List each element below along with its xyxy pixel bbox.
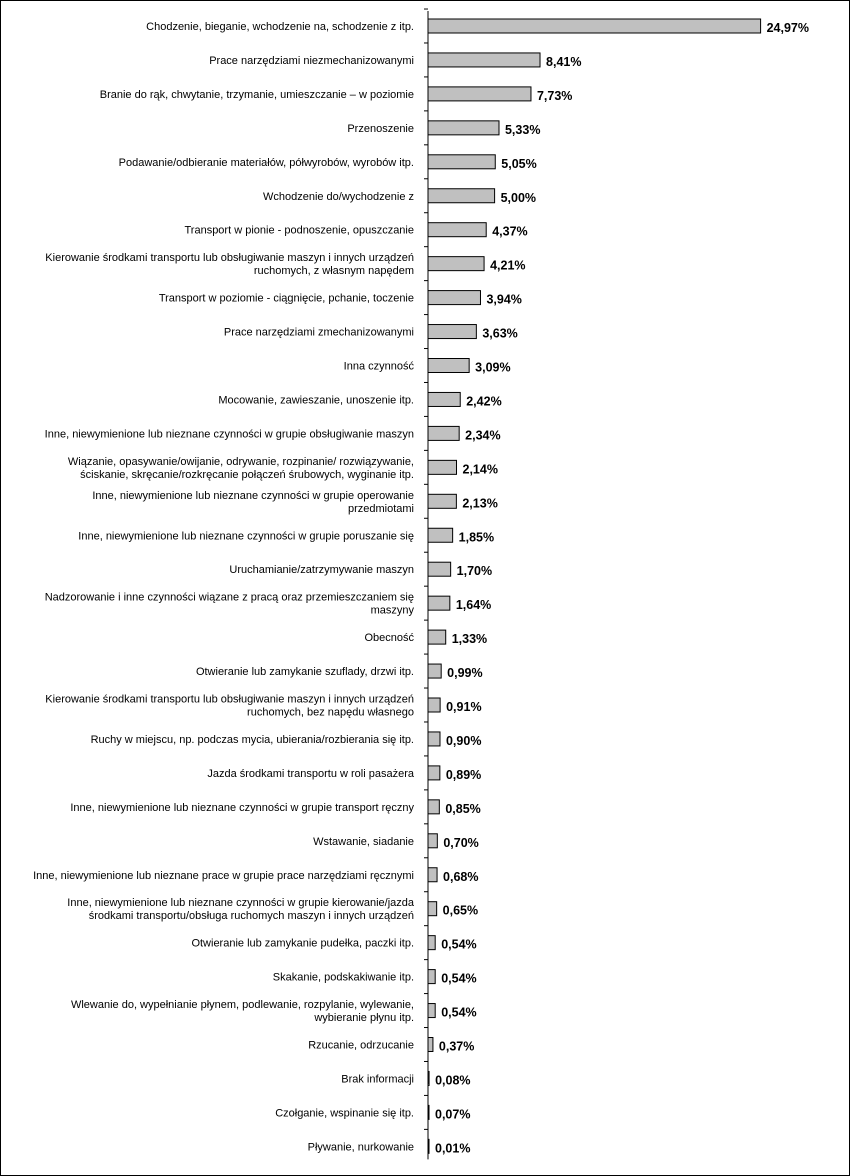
bar (428, 19, 761, 33)
category-label: Inna czynność (343, 360, 414, 373)
category-label: Czołganie, wspinanie się itp. (275, 1107, 414, 1120)
bar (428, 494, 456, 508)
bar (428, 53, 540, 67)
value-label: 5,33% (504, 122, 541, 137)
category-label: Kierowanie środkami transportu lub obsługiwanie maszyn i innych urządzeń ruchomych, bez napędu własnego (45, 693, 414, 719)
bar (428, 630, 446, 644)
value-label: 1,64% (455, 598, 492, 613)
value-label: 24,97% (766, 21, 810, 35)
value-label: 0,85% (445, 801, 481, 816)
category-label: Przenoszenie (347, 122, 414, 135)
category-label: Inne, niewymienione lub nieznane czynności w grupie poruszanie się (78, 530, 414, 543)
bar (428, 766, 440, 780)
value-label: 0,37% (438, 1039, 475, 1054)
value-label: 0,70% (443, 835, 479, 850)
bar (428, 1139, 429, 1153)
category-label: Ruchy w miejscu, np. podczas mycia, ubierania/rozbierania się itp. (90, 733, 414, 746)
bar (428, 392, 460, 406)
category-label: Prace narzędziami zmechanizowanymi (223, 326, 414, 339)
category-label: Nadzorowanie i inne czynności wiązane z pracą oraz przemieszczaniem się maszyny (44, 591, 414, 617)
bar (428, 936, 435, 950)
value-label: 0,07% (435, 1107, 471, 1122)
category-label: Wchodzenie do/wychodzenie z (262, 190, 414, 203)
category-label: Skakanie, podskakiwanie itp. (272, 971, 414, 984)
value-label: 1,85% (458, 530, 495, 545)
category-label: Wlewanie do, wypełnianie płynem, podlewanie, rozpylanie, wylewanie, wybieranie płynu itp. (70, 999, 414, 1025)
value-label: 2,14% (462, 462, 498, 477)
bar (428, 460, 457, 474)
value-label: 8,41% (546, 54, 582, 69)
value-label: 0,01% (435, 1141, 471, 1156)
bar (428, 325, 476, 339)
bar (428, 1071, 429, 1085)
category-label: Inne, niewymienione lub nieznane prace w grupie prace narzędziami ręcznymi (33, 869, 414, 882)
bar (428, 426, 459, 440)
bar (428, 596, 450, 610)
value-label: 2,13% (462, 496, 498, 511)
bar (428, 562, 451, 576)
value-label: 5,00% (500, 190, 537, 205)
value-label: 5,05% (501, 156, 537, 171)
category-label: Transport w pionie - podnoszenie, opuszczanie (184, 224, 414, 237)
category-label: Otwieranie lub zamykanie pudełka, paczki itp. (191, 937, 414, 950)
category-label: Wiązanie, opasywanie/owijanie, odrywanie, rozpinanie/ rozwiązywanie, ściskanie, skręcanie/rozkręcanie połączeń śrubowych, wyginanie itp. (67, 455, 414, 481)
value-label: 4,21% (490, 258, 526, 273)
bar (428, 291, 480, 305)
bar (428, 902, 437, 916)
value-label: 1,70% (456, 564, 493, 579)
value-label: 3,63% (482, 326, 518, 341)
category-label: Mocowanie, zawieszanie, unoszenie itp. (218, 394, 414, 407)
category-label: Obecność (364, 632, 414, 645)
value-label: 0,08% (435, 1073, 471, 1088)
value-label: 0,90% (445, 733, 482, 748)
value-label: 0,89% (445, 767, 482, 782)
value-label: 0,54% (441, 971, 477, 986)
bar (428, 189, 495, 203)
bar (428, 834, 437, 848)
value-label: 0,65% (442, 903, 479, 918)
category-label: Jazda środkami transportu w roli pasażera (207, 767, 414, 780)
category-label: Pływanie, nurkowanie (307, 1141, 414, 1154)
bar (428, 121, 499, 135)
category-label: Uruchamianie/zatrzymywanie maszyn (229, 564, 414, 577)
category-label: Wstawanie, siadanie (313, 835, 414, 848)
category-label: Podawanie/odbieranie materiałów, półwyrobów, wyrobów itp. (118, 156, 414, 169)
bar (428, 698, 440, 712)
bar (428, 664, 441, 678)
bar (428, 970, 435, 984)
category-label: Inne, niewymienione lub nieznane czynności w grupie kierowanie/jazda środkami transportu/obsługa ruchomych maszyn i innych urządzeń (67, 897, 414, 923)
category-label: Branie do rąk, chwytanie, trzymanie, umieszczanie – w poziomie (99, 88, 414, 101)
value-label: 2,42% (466, 394, 502, 409)
value-label: 3,94% (486, 292, 522, 307)
value-label: 3,09% (475, 360, 511, 375)
bar (428, 1004, 435, 1018)
value-label: 7,73% (536, 88, 573, 103)
category-label: Otwieranie lub zamykanie szuflady, drzwi itp. (195, 666, 414, 679)
category-label: Inne, niewymienione lub nieznane czynności w grupie obsługiwanie maszyn (44, 428, 414, 441)
category-label: Transport w poziomie - ciągnięcie, pchanie, toczenie (158, 292, 414, 305)
bar (428, 1105, 429, 1119)
value-label: 0,91% (446, 700, 482, 714)
value-label: 0,99% (447, 666, 483, 681)
category-label: Chodzenie, bieganie, wchodzenie na, schodzenie z itp. (146, 21, 414, 33)
category-label: Prace narzędziami niezmechanizowanymi (209, 54, 414, 67)
bar (428, 257, 484, 271)
bar (428, 732, 440, 746)
bar (428, 1038, 433, 1052)
bar (428, 155, 495, 169)
bar (428, 868, 437, 882)
category-label: Kierowanie środkami transportu lub obsługiwanie maszyn i innych urządzeń ruchomych, z własnym napędem (45, 252, 414, 278)
category-label: Inne, niewymienione lub nieznane czynności w grupie transport ręczny (70, 801, 414, 814)
category-label: Inne, niewymienione lub nieznane czynności w grupie operowanie przedmiotami (92, 489, 414, 515)
category-label: Brak informacji (341, 1073, 414, 1086)
bar (428, 87, 531, 101)
value-label: 0,68% (443, 869, 479, 884)
value-label: 2,34% (465, 428, 501, 443)
value-label: 1,33% (451, 632, 488, 647)
bar (428, 223, 486, 237)
bar (428, 528, 453, 542)
value-label: 4,37% (492, 224, 528, 239)
bar (428, 800, 439, 814)
category-label: Rzucanie, odrzucanie (308, 1039, 414, 1052)
value-label: 0,54% (441, 937, 477, 952)
bar (428, 359, 469, 373)
value-label: 0,54% (441, 1005, 477, 1020)
